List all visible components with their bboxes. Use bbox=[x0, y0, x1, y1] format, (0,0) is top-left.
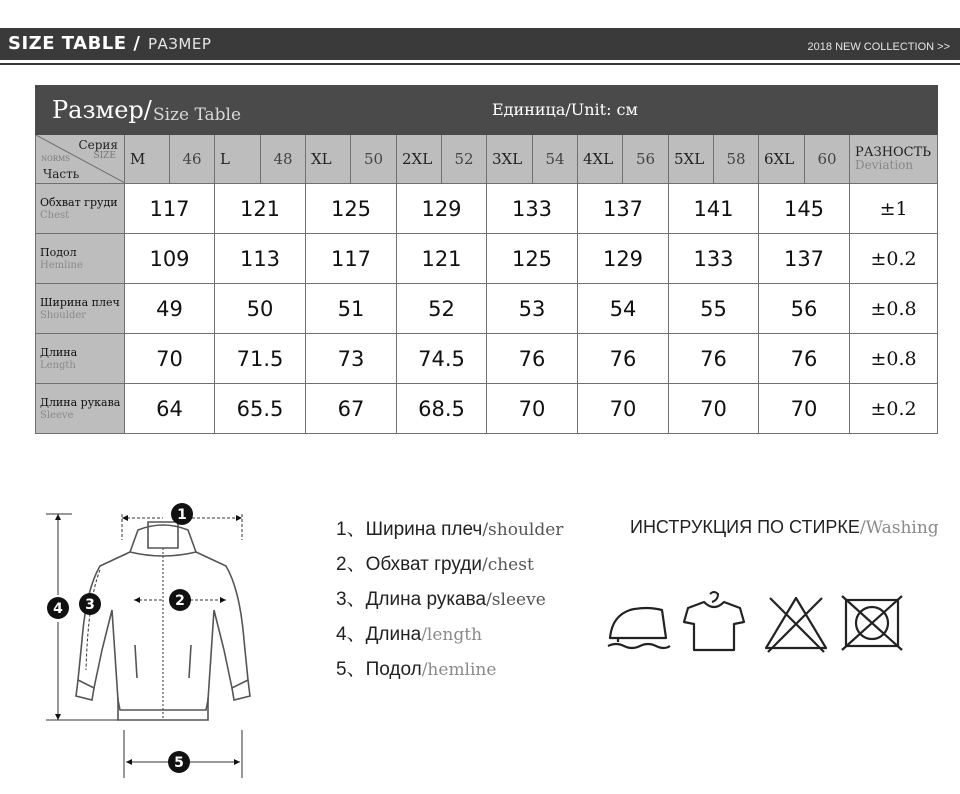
size-number: 60 bbox=[805, 135, 850, 184]
marker-4 bbox=[47, 597, 69, 619]
legend-item-ru: 1、Ширина плеч bbox=[336, 519, 483, 540]
row-label-en: Hemline bbox=[40, 259, 83, 271]
deviation-cell: ±0.2 bbox=[850, 384, 938, 434]
size-label: XL bbox=[306, 135, 351, 184]
deviation-cell: ±1 bbox=[850, 184, 938, 234]
washing-title-en: /Washing bbox=[859, 518, 939, 538]
table-cell: 125 bbox=[306, 184, 397, 234]
legend-item-ru: 4、Длина bbox=[336, 624, 422, 645]
table-title-en: Size Table bbox=[153, 105, 242, 125]
size-number: 58 bbox=[714, 135, 759, 184]
legend-item bbox=[336, 654, 563, 689]
table-cell: 129 bbox=[397, 184, 487, 234]
table-cell: 70 bbox=[125, 334, 215, 384]
size-label: 4XL bbox=[578, 135, 623, 184]
size-label: 5XL bbox=[669, 135, 714, 184]
deviation-cell: ±0.8 bbox=[850, 334, 938, 384]
size-label: 3XL bbox=[487, 135, 533, 184]
legend-item-en: /length bbox=[421, 625, 483, 645]
marker-3 bbox=[79, 593, 101, 615]
table-cell: 133 bbox=[487, 184, 578, 234]
table-cell: 129 bbox=[578, 234, 669, 284]
table-cell: 117 bbox=[125, 184, 215, 234]
table-cell: 65.5 bbox=[215, 384, 306, 434]
table-cell: 49 bbox=[125, 284, 215, 334]
table-row bbox=[36, 234, 938, 284]
legend-item-ru: 5、Подол bbox=[336, 659, 422, 680]
row-label-en: Chest bbox=[40, 209, 70, 221]
table-row bbox=[36, 334, 938, 384]
size-number: 52 bbox=[442, 135, 487, 184]
table-cell: 70 bbox=[759, 384, 850, 434]
corner-cell bbox=[36, 135, 125, 184]
marker-1 bbox=[171, 503, 193, 525]
table-cell: 50 bbox=[215, 284, 306, 334]
table-cell: 109 bbox=[125, 234, 215, 284]
banner-title: SIZE TABLE / bbox=[8, 33, 141, 54]
table-cell: 53 bbox=[487, 284, 578, 334]
legend-item bbox=[336, 619, 563, 654]
row-label-ru: Длина bbox=[40, 345, 78, 359]
table-row bbox=[36, 184, 938, 234]
row-label-ru: Обхват груди bbox=[40, 195, 118, 209]
washing-title bbox=[630, 517, 939, 538]
corner-size: SIZE bbox=[93, 151, 116, 161]
table-cell: 133 bbox=[669, 234, 759, 284]
row-label bbox=[36, 384, 125, 434]
row-label bbox=[36, 284, 125, 334]
banner-collection: 2018 NEW COLLECTION >> bbox=[807, 41, 950, 53]
table-cell: 76 bbox=[487, 334, 578, 384]
size-number: 50 bbox=[351, 135, 397, 184]
table-cell: 70 bbox=[578, 384, 669, 434]
size-label: 2XL bbox=[397, 135, 442, 184]
deviation-header-en: Deviation bbox=[855, 158, 914, 172]
row-label bbox=[36, 184, 125, 234]
size-label: M bbox=[125, 135, 170, 184]
hand-wash-icon bbox=[684, 592, 744, 650]
table-cell: 70 bbox=[487, 384, 578, 434]
table-cell: 76 bbox=[669, 334, 759, 384]
table-cell: 71.5 bbox=[215, 334, 306, 384]
size-table bbox=[35, 85, 938, 434]
corner-series: Серия bbox=[78, 138, 118, 152]
table-cell: 68.5 bbox=[397, 384, 487, 434]
deviation-header-ru: РАЗНОСТЬ bbox=[855, 145, 932, 160]
iron-icon bbox=[608, 608, 670, 648]
marker-1-label: 1 bbox=[177, 507, 187, 523]
table-cell: 141 bbox=[669, 184, 759, 234]
deviation-cell: ±0.8 bbox=[850, 284, 938, 334]
table-cell: 113 bbox=[215, 234, 306, 284]
legend-item bbox=[336, 514, 563, 549]
size-table-header bbox=[36, 86, 938, 135]
table-cell: 74.5 bbox=[397, 334, 487, 384]
legend-item-en: /shoulder bbox=[482, 520, 564, 540]
legend-item-ru: 3、Длина рукава bbox=[336, 589, 487, 610]
legend-item-en: /hemline bbox=[421, 660, 497, 680]
size-label: 6XL bbox=[759, 135, 805, 184]
row-label-en: Length bbox=[40, 359, 76, 371]
banner-divider bbox=[0, 63, 960, 65]
measurement-legend bbox=[336, 514, 563, 689]
row-label-en: Shoulder bbox=[40, 309, 87, 321]
marker-5 bbox=[168, 751, 190, 773]
size-number: 48 bbox=[261, 135, 306, 184]
washing-icons bbox=[604, 590, 924, 660]
top-banner bbox=[0, 28, 960, 60]
size-number: 54 bbox=[533, 135, 578, 184]
legend-item bbox=[336, 584, 563, 619]
row-label-ru: Ширина плеч bbox=[40, 295, 120, 309]
marker-4-label: 4 bbox=[53, 601, 63, 617]
table-cell: 52 bbox=[397, 284, 487, 334]
table-title-ru: Размер/ bbox=[52, 96, 152, 124]
row-label-ru: Длина рукава bbox=[40, 395, 121, 409]
table-cell: 76 bbox=[759, 334, 850, 384]
deviation-cell: ±0.2 bbox=[850, 234, 938, 284]
corner-part: Часть bbox=[43, 167, 80, 181]
measure-arrows bbox=[55, 514, 242, 765]
size-number: 46 bbox=[170, 135, 215, 184]
table-cell: 137 bbox=[578, 184, 669, 234]
measure-lines bbox=[46, 514, 242, 778]
table-row bbox=[36, 384, 938, 434]
marker-2-label: 2 bbox=[175, 593, 185, 609]
table-cell: 54 bbox=[578, 284, 669, 334]
marker-5-label: 5 bbox=[174, 755, 184, 771]
table-cell: 70 bbox=[669, 384, 759, 434]
legend-item-en: /chest bbox=[481, 555, 534, 575]
washing-title-ru: ИНСТРУКЦИЯ ПО СТИРКЕ bbox=[630, 517, 860, 537]
banner-title-ru: РАЗМЕР bbox=[148, 35, 212, 53]
marker-2 bbox=[169, 589, 191, 611]
row-label bbox=[36, 334, 125, 384]
row-label-en: Sleeve bbox=[40, 409, 74, 421]
legend-item-ru: 2、Обхват груди bbox=[336, 554, 482, 575]
legend-item-en: /sleeve bbox=[486, 590, 546, 610]
marker-3-label: 3 bbox=[85, 597, 95, 613]
table-cell: 137 bbox=[759, 234, 850, 284]
table-row bbox=[36, 284, 938, 334]
row-label-ru: Подол bbox=[40, 245, 77, 259]
table-cell: 145 bbox=[759, 184, 850, 234]
row-label bbox=[36, 234, 125, 284]
table-cell: 67 bbox=[306, 384, 397, 434]
size-number: 56 bbox=[623, 135, 669, 184]
table-cell: 64 bbox=[125, 384, 215, 434]
table-cell: 121 bbox=[397, 234, 487, 284]
corner-norms: NORMS bbox=[41, 155, 71, 163]
deviation-header bbox=[850, 135, 938, 184]
table-cell: 76 bbox=[578, 334, 669, 384]
table-cell: 121 bbox=[215, 184, 306, 234]
table-cell: 56 bbox=[759, 284, 850, 334]
table-cell: 73 bbox=[306, 334, 397, 384]
sizes-row bbox=[36, 135, 938, 184]
no-tumble-dry-icon bbox=[842, 596, 902, 650]
table-cell: 51 bbox=[306, 284, 397, 334]
jacket-diagram bbox=[38, 500, 288, 785]
size-label: L bbox=[215, 135, 261, 184]
no-bleach-icon bbox=[766, 598, 826, 652]
table-cell: 55 bbox=[669, 284, 759, 334]
table-cell: 125 bbox=[487, 234, 578, 284]
legend-item bbox=[336, 549, 563, 584]
table-cell: 117 bbox=[306, 234, 397, 284]
table-unit: Единица/Unit: см bbox=[492, 100, 638, 119]
